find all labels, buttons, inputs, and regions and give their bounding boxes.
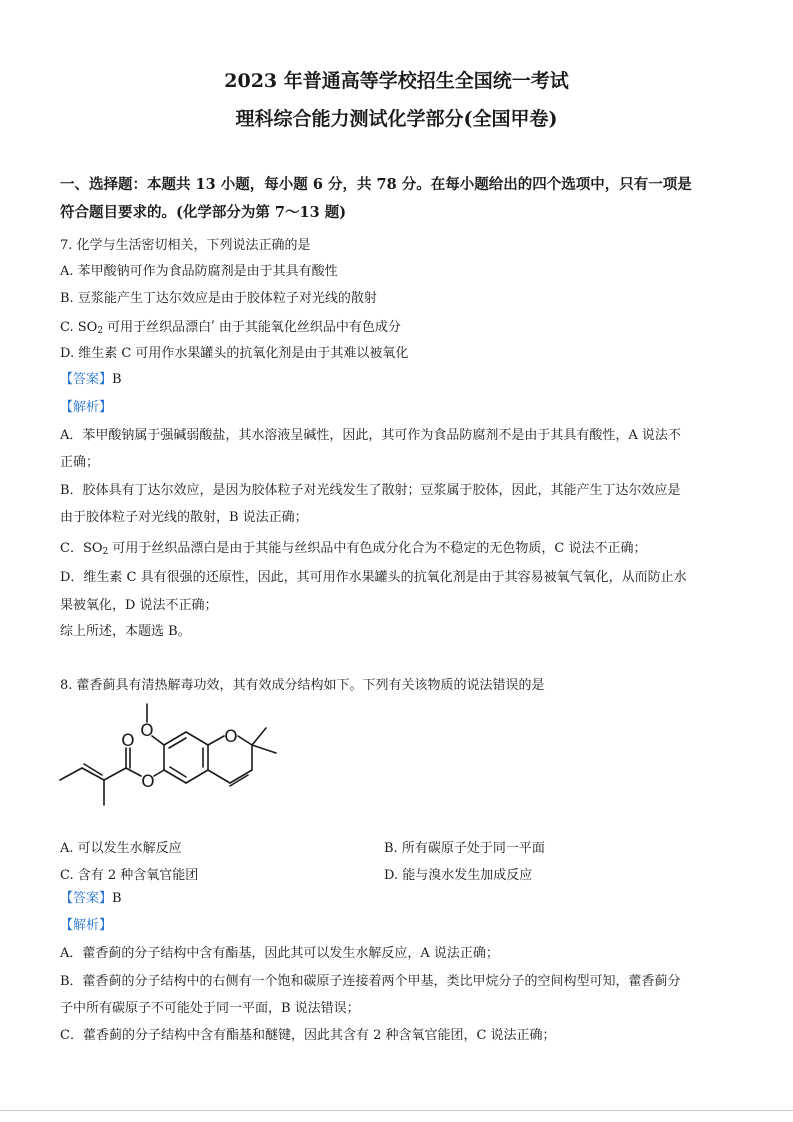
- atom-o-carbonyl: O: [121, 731, 135, 751]
- q7-summary: 综上所述，本题选 B。: [60, 624, 191, 639]
- q7-option-d: D. 维生素 C 可用作水果罐头的抗氧化剂是由于其难以被氧化: [60, 346, 409, 361]
- q7-exp-b-line1: B．胶体具有丁达尔效应，是因为胶体粒子对光线发生了散射；豆浆属于胶体，因此，其能产生丁达尔效应是: [60, 483, 681, 498]
- q7-exp-c-pre: C．SO: [60, 541, 103, 556]
- answer-value: B: [112, 372, 122, 387]
- q8-exp-b-line2: 子中所有碳原子不可能处于同一平面，B 说法错误；: [60, 1001, 360, 1016]
- section-heading-line2: 符合题目要求的。(化学部分为第 7～13 题): [60, 204, 347, 221]
- q8-option-a: A. 可以发生水解反应: [60, 841, 182, 856]
- q7-answer: [60, 371, 122, 389]
- q7-exp-a-line2: 正确；: [60, 455, 100, 470]
- q8-stem: 8. 藿香蓟具有清热解毒功效，其有效成分结构如下。下列有关该物质的说法错误的是: [60, 678, 545, 693]
- answer-value: B: [112, 891, 122, 906]
- q7-option-a: A. 苯甲酸钠可作为食品防腐剂是由于其具有酸性: [60, 264, 338, 279]
- q7-option-b: B. 豆浆能产生丁达尔效应是由于胶体粒子对光线的散射: [60, 291, 377, 306]
- answer-tag: 【答案】: [60, 372, 113, 387]
- q7-exp-a-line1: A．苯甲酸钠属于强碱弱酸盐，其水溶液呈碱性，因此，其可作为食品防腐剂不是由于其具有酸性，A 说法不: [60, 428, 681, 443]
- q7-option-c-post: 可用于丝织品漂白ʹ 由于其能氧化丝织品中有色成分: [103, 320, 401, 335]
- q8-exp-a: A．藿香蓟的分子结构中含有酯基，因此其可以发生水解反应，A 说法正确；: [60, 946, 499, 961]
- q7-option-c: [60, 319, 401, 340]
- atom-o-ester: O: [141, 772, 155, 792]
- analysis-tag: 【解析】: [60, 918, 113, 933]
- q8-option-c: C. 含有 2 种含氧官能团: [60, 868, 199, 883]
- page-subtitle: 理科综合能力测试化学部分(全国甲卷): [235, 108, 558, 130]
- q8-option-b: B. 所有碳原子处于同一平面: [384, 841, 545, 856]
- q7-stem: 7. 化学与生活密切相关，下列说法正确的是: [60, 238, 311, 253]
- answer-tag: 【答案】: [60, 891, 113, 906]
- q8-answer: [60, 890, 122, 908]
- analysis-tag: 【解析】: [60, 400, 113, 415]
- molecule-structure: [58, 700, 298, 815]
- q7-exp-c-sub: 2: [102, 547, 109, 557]
- q8-option-d: D. 能与溴水发生加成反应: [384, 868, 533, 883]
- q7-exp-d-line1: D．维生素 C 具有很强的还原性，因此，其可用作水果罐头的抗氧化剂是由于其容易被氧气氧化，从而防止水: [60, 570, 687, 585]
- atom-o-methoxy: O: [140, 721, 154, 741]
- q8-exp-c: C．藿香蓟的分子结构中含有酯基和醚键，因此其含有 2 种含氧官能团，C 说法正确；: [60, 1028, 556, 1043]
- page-footer-rule: [0, 1110, 793, 1111]
- q7-exp-c-post: 可用于丝织品漂白是由于其能与丝织品中有色成分化合为不稳定的无色物质，C 说法不正确；: [108, 541, 647, 556]
- q7-exp-c: [60, 540, 646, 561]
- section-heading-line1: 一、选择题：本题共 13 小题，每小题 6 分，共 78 分。在每小题给出的四个选项中，只有一项是: [60, 176, 692, 193]
- q7-exp-b-line2: 由于胶体粒子对光线的散射，B 说法正确；: [60, 510, 308, 525]
- q7-option-c-pre: C. SO: [60, 320, 98, 335]
- q7-exp-d-line2: 果被氧化，D 说法不正确；: [60, 598, 218, 613]
- q8-exp-b-line1: B．藿香蓟的分子结构中的右侧有一个饱和碳原子连接着两个甲基，类比甲烷分子的空间构型可知，藿香蓟分: [60, 974, 681, 989]
- atom-o-ring: O: [224, 727, 238, 747]
- page-title: 2023 年普通高等学校招生全国统一考试: [224, 70, 569, 92]
- q7-option-c-sub: 2: [97, 326, 104, 336]
